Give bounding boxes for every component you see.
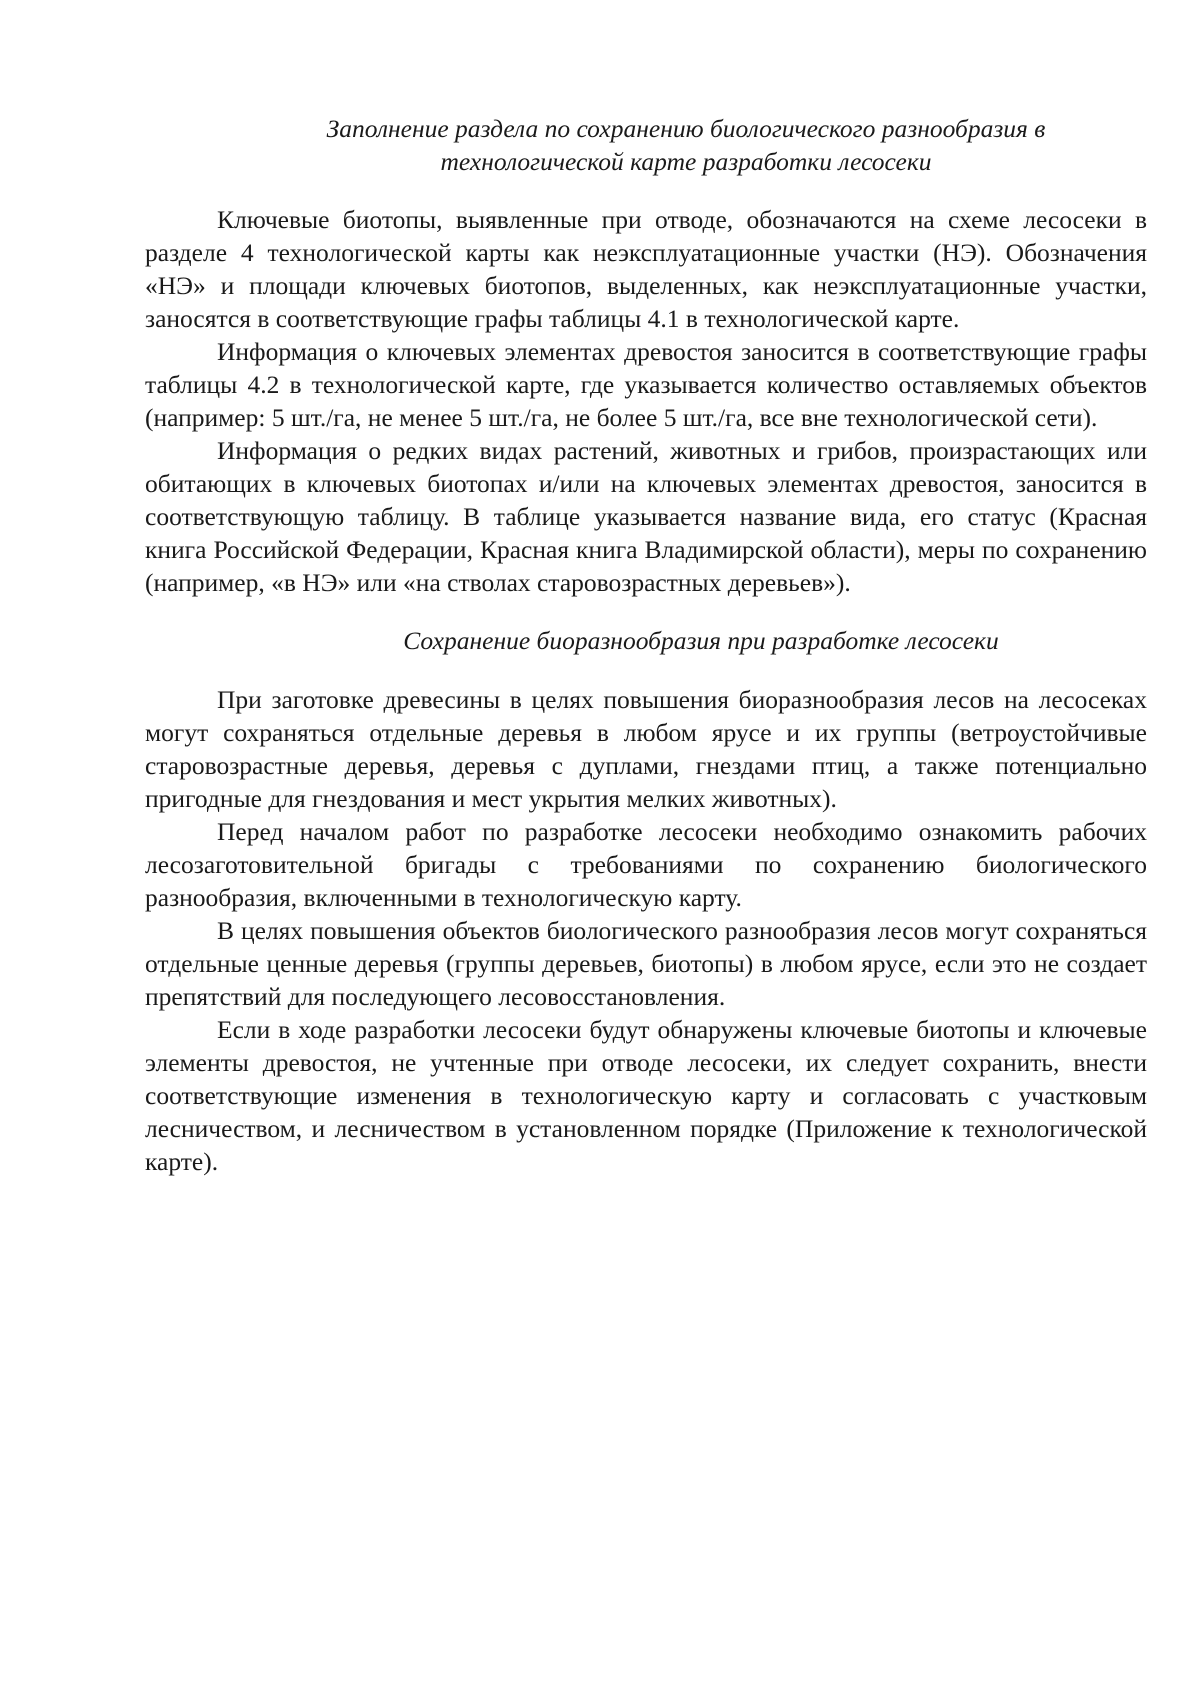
section-heading-biodiversity-in-tech-map: Заполнение раздела по сохранению биологического разнообразия в технологической карте разработки лесосеки: [326, 114, 1046, 176]
paragraph-newly-found-biotopes: Если в ходе разработки лесосеки будут обнаружены ключевые биотопы и ключевые элементы древостоя, не учтенные при отводе лесосеки, их следует сохранить, внести соответствующие изменения в технологическую карту и согласовать с участковым лесничеством, и лесничеством в установленном порядке (Приложение к технологической карте).: [145, 1015, 1147, 1176]
paragraph-key-biotopes: Ключевые биотопы, выявленные при отводе, обозначаются на схеме лесосеки в разделе 4 технологической карты как неэксплуатационные участки (НЭ). Обозначения «НЭ» и площади ключевых биотопов, выделенных, как неэксплуатационные участки, заносятся в соответствующие графы таблицы 4.1 в технологической карте.: [145, 205, 1147, 333]
section-heading-biodiversity-during-logging: Сохранение биоразнообразия при разработке лесосеки: [403, 626, 999, 655]
page-content: [145, 112, 1147, 1178]
paragraph-key-stand-elements: Информация о ключевых элементах древостоя заносится в соответствующие графы таблицы 4.2 в технологической карте, где указывается количество оставляемых объектов (например: 5 шт./га, не менее 5 шт./га, не более 5 шт./га, все вне технологической сети).: [145, 337, 1147, 432]
paragraph-crew-briefing: Перед началом работ по разработке лесосеки необходимо ознакомить рабочих лесозаготовительной бригады с требованиями по сохранению биологического разнообразия, включенными в технологическую карту.: [145, 817, 1147, 912]
paragraph-valuable-trees: В целях повышения объектов биологического разнообразия лесов могут сохраняться отдельные ценные деревья (группы деревьев, биотопы) в любом ярусе, если это не создает препятствий для последующего лесовосстановления.: [145, 916, 1147, 1011]
paragraph-rare-species: Информация о редких видах растений, животных и грибов, произрастающих или обитающих в ключевых биотопах и/или на ключевых элементах древостоя, заносится в соответствующую таблицу. В таблице указывается название вида, его статус (Красная книга Российской Федерации, Красная книга Владимирской области), меры по сохранению (например, «в НЭ» или «на стволах старовозрастных деревьев»).: [145, 436, 1147, 597]
paragraph-retained-trees: При заготовке древесины в целях повышения биоразнообразия лесов на лесосеках могут сохраняться отдельные деревья в любом ярусе и их группы (ветроустойчивые старовозрастные деревья, деревья с дуплами, гнездами птиц, а также потенциально пригодные для гнездования и мест укрытия мелких животных).: [145, 685, 1147, 813]
